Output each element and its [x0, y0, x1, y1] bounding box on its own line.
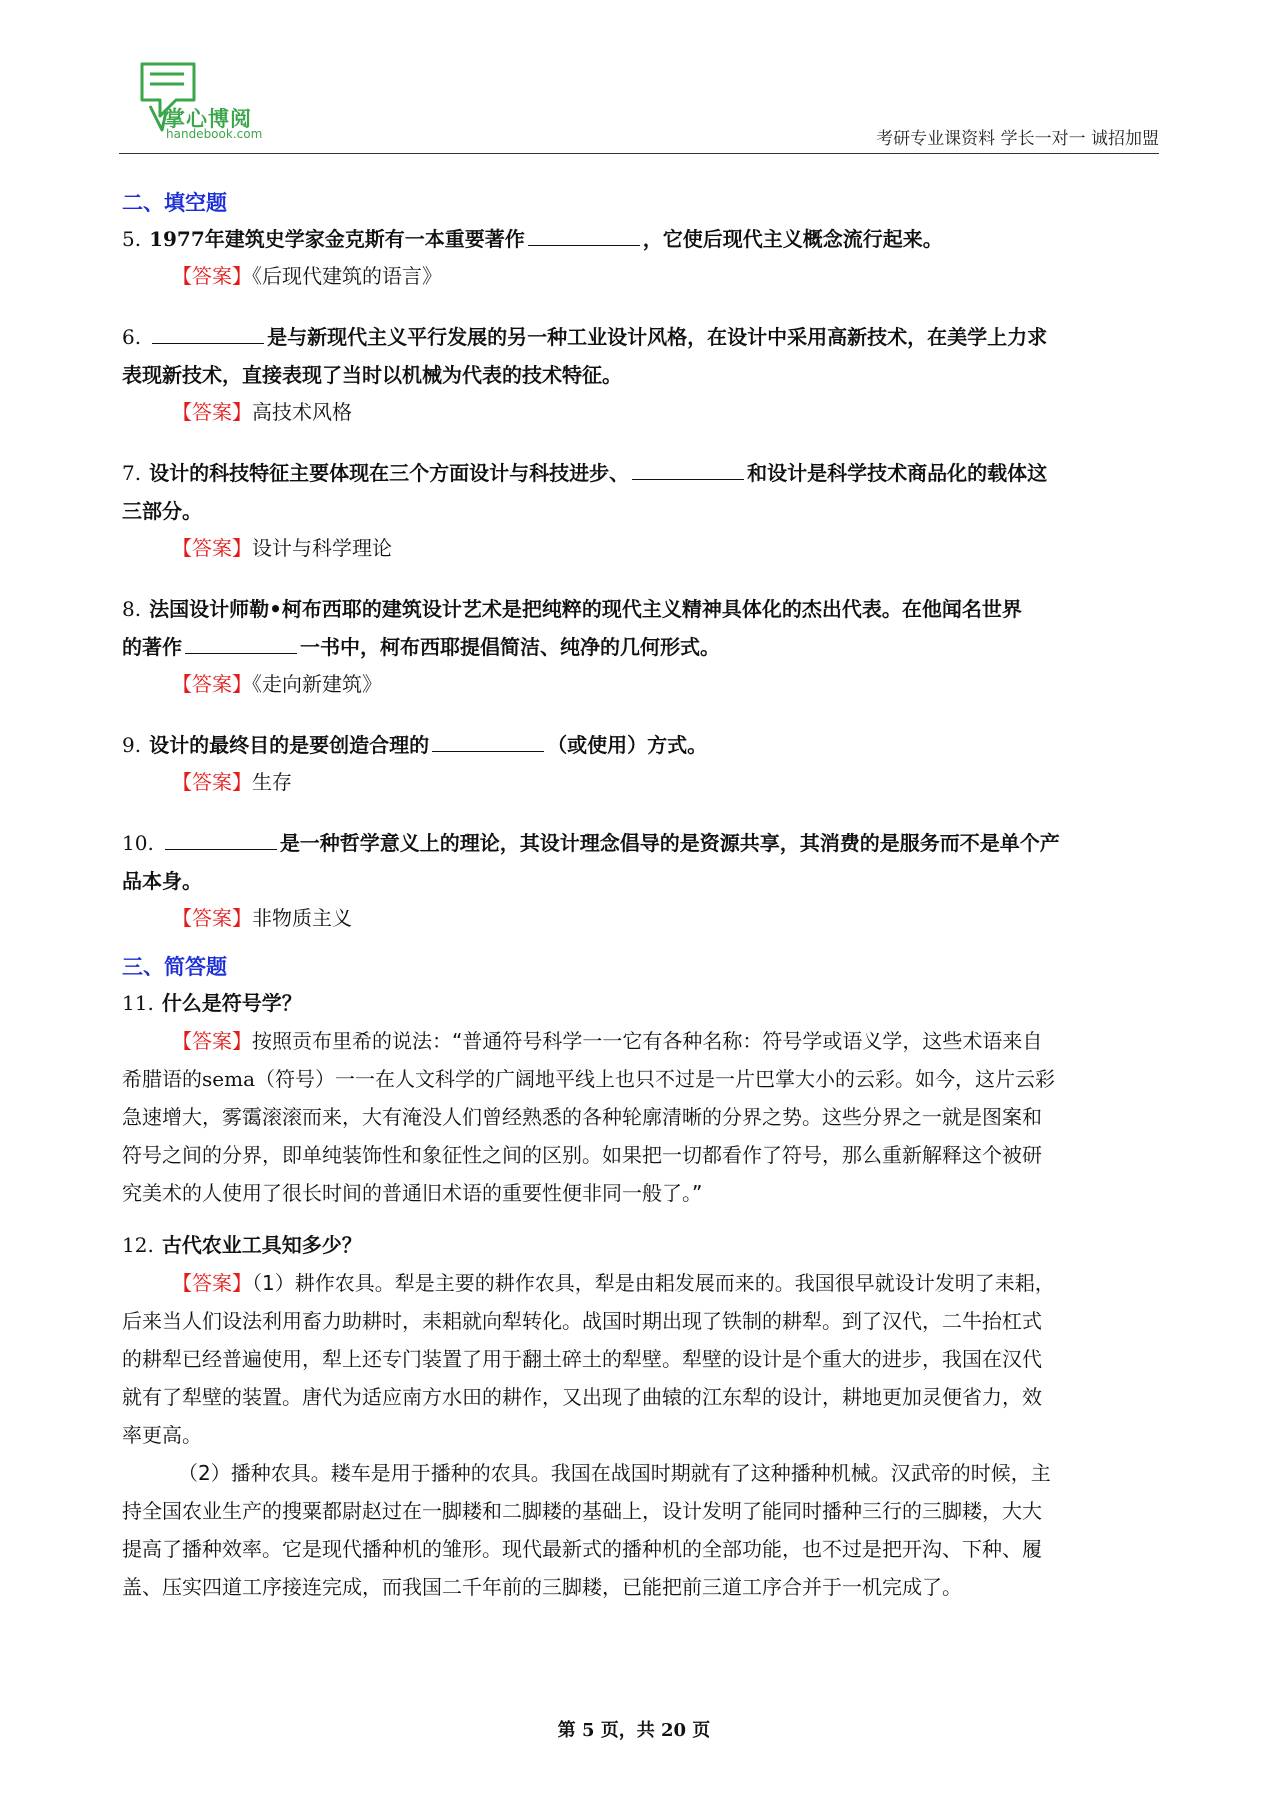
question-text: 设计的最终目的是要创造合理的 — [149, 733, 430, 757]
answer-tag: 【答案】 — [172, 400, 252, 424]
answer-11-line-1 — [122, 1022, 1162, 1060]
answer-blank — [432, 750, 544, 752]
question-text: 法国设计师勒•柯布西耶的建筑设计艺术是把纯粹的现代主义精神具体化的杰出代表。在他闻名世界 — [149, 597, 1022, 621]
question-10 — [122, 824, 1162, 862]
question-text: 一书中，柯布西耶提倡简洁、纯净的几何形式。 — [300, 635, 720, 659]
question-text: 和设计是科学技术商品化的载体这 — [747, 461, 1048, 485]
page-content — [122, 186, 1162, 1606]
question-number: 7. — [122, 461, 142, 485]
question-number: 12. — [122, 1233, 154, 1257]
answer-8 — [122, 666, 1162, 702]
answer-text: （1）耕作农具。犁是主要的耕作农具，犁是由耜发展而来的。我国很早就设计发明了耒耜， — [252, 1271, 1055, 1295]
answer-12-line-4: 就有了犁壁的装置。唐代为适应南方水田的耕作，又出现了曲辕的江东犁的设计，耕地更加灵便省力，效 — [122, 1385, 1042, 1409]
header-divider — [119, 153, 1159, 154]
answer-text: 非物质主义 — [252, 906, 352, 930]
answer-12-line-9: 盖、压实四道工序接连完成，而我国二千年前的三脚耧，已能把前三道工序合并于一机完成了。 — [122, 1575, 962, 1599]
question-8 — [122, 590, 1162, 628]
question-text: 是一种哲学意义上的理论，其设计理念倡导的是资源共享，其消费的是服务而不是单个产 — [279, 831, 1060, 855]
logo-subtext: handebook.com — [166, 127, 263, 141]
question-number: 6. — [122, 325, 142, 349]
question-7 — [122, 454, 1162, 492]
answer-blank — [165, 848, 277, 850]
answer-text: 设计与科学理论 — [252, 536, 392, 560]
logo-text: 掌心博阅 — [164, 107, 252, 131]
question-text: 的著作 — [122, 635, 182, 659]
answer-blank — [632, 478, 744, 480]
answer-tag: 【答案】 — [172, 536, 252, 560]
answer-11-line-4: 符号之间的分界，即单纯装饰性和象征性之间的区别。如果把一切都看作了符号，那么重新解释这个被研 — [122, 1143, 1042, 1167]
page-footer: 第 5 页，共 20 页 — [557, 1720, 711, 1741]
question-6 — [122, 318, 1162, 356]
answer-6 — [122, 394, 1162, 430]
question-year: 1977 — [149, 227, 205, 251]
answer-12-line-7: 持全国农业生产的搜粟都尉赵过在一脚耧和二脚耧的基础上，设计发明了能同时播种三行的三脚耧，大大 — [122, 1499, 1042, 1523]
answer-5 — [122, 258, 1162, 294]
question-text: 年建筑史学家金克斯有一本重要著作 — [204, 227, 525, 251]
question-number: 11. — [122, 991, 154, 1015]
question-11 — [122, 984, 1162, 1022]
answer-text: 按照贡布里希的说法：“普通符号科学一一它有各种名称：符号学或语义学，这些术语来自 — [252, 1029, 1043, 1053]
section-title-fill: 二、填空题 — [122, 191, 227, 215]
question-5 — [122, 220, 1162, 258]
answer-11-line-2 — [122, 1060, 1162, 1098]
question-number: 8. — [122, 597, 142, 621]
answer-text: 生存 — [252, 770, 292, 794]
question-text: 设计的科技特征主要体现在三个方面设计与科技进步、 — [149, 461, 630, 485]
answer-blank — [152, 342, 264, 344]
answer-12-line-5: 率更高。 — [122, 1423, 202, 1447]
question-text: 是与新现代主义平行发展的另一种工业设计风格，在设计中采用高新技术，在美学上力求 — [267, 325, 1048, 349]
answer-12-line-3: 的耕犁已经普遍使用，犁上还专门装置了用于翻土碎土的犁壁。犁壁的设计是个重大的进步，我国在汉代 — [122, 1347, 1042, 1371]
question-text: （或使用）方式。 — [547, 733, 708, 757]
section-title-short: 三、简答题 — [122, 955, 227, 979]
question-7-line-2: 三部分。 — [122, 499, 202, 523]
answer-tag: 【答案】 — [172, 1271, 252, 1295]
question-9 — [122, 726, 1162, 764]
answer-12-line-8: 提高了播种效率。它是现代播种机的雏形。现代最新式的播种机的全部功能，也不过是把开沟、下种、履 — [122, 1537, 1042, 1561]
answer-text: （符号）一一在人文科学的广阔地平线上也只不过是一片巴掌大小的云彩。如今，这片云彩 — [255, 1067, 1055, 1091]
question-number: 10. — [122, 831, 154, 855]
answer-10 — [122, 900, 1162, 936]
question-number: 5. — [122, 227, 142, 251]
answer-blank — [185, 652, 297, 654]
answer-11-line-3: 急速增大，雾霭滚滚而来，大有淹没人们曾经熟悉的各种轮廓清晰的分界之势。这些分界之一就是图案和 — [122, 1105, 1042, 1129]
answer-blank — [528, 244, 640, 246]
answer-tag: 【答案】 — [172, 1029, 252, 1053]
question-number: 9. — [122, 733, 142, 757]
answer-text: 高技术风格 — [252, 400, 352, 424]
answer-text: 希腊语的 — [122, 1067, 202, 1091]
answer-text: sema — [202, 1067, 255, 1091]
answer-tag: 【答案】 — [172, 770, 252, 794]
answer-12-line-2: 后来当人们设法利用畜力助耕时，耒耜就向犁转化。战国时期出现了铁制的耕犁。到了汉代，二牛抬杠式 — [122, 1309, 1042, 1333]
answer-tag: 【答案】 — [172, 906, 252, 930]
answer-text: 《走向新建筑》 — [252, 672, 382, 696]
answer-11-line-5: 究美术的人使用了很长时间的普通旧术语的重要性便非同一般了。” — [122, 1181, 703, 1205]
answer-tag: 【答案】 — [172, 672, 252, 696]
answer-9 — [122, 764, 1162, 800]
header-slogan: 考研专业课资料 学长一对一 诚招加盟 — [876, 129, 1159, 149]
question-10-line-2: 品本身。 — [122, 869, 202, 893]
answer-tag: 【答案】 — [172, 264, 252, 288]
answer-text: 《后现代建筑的语言》 — [252, 264, 442, 288]
answer-7 — [122, 530, 1162, 566]
question-text: 古代农业工具知多少？ — [161, 1233, 362, 1257]
question-12 — [122, 1226, 1162, 1264]
question-text: ，它使后现代主义概念流行起来。 — [642, 227, 943, 251]
question-8-line-2 — [122, 628, 1162, 666]
question-text: 什么是符号学？ — [161, 991, 302, 1015]
answer-12-line-1 — [122, 1264, 1162, 1302]
question-6-line-2: 表现新技术，直接表现了当时以机械为代表的技术特征。 — [122, 363, 622, 387]
answer-12-line-6: （2）播种农具。耧车是用于播种的农具。我国在战国时期就有了这种播种机械。汉武帝的时候，主 — [178, 1461, 1051, 1485]
